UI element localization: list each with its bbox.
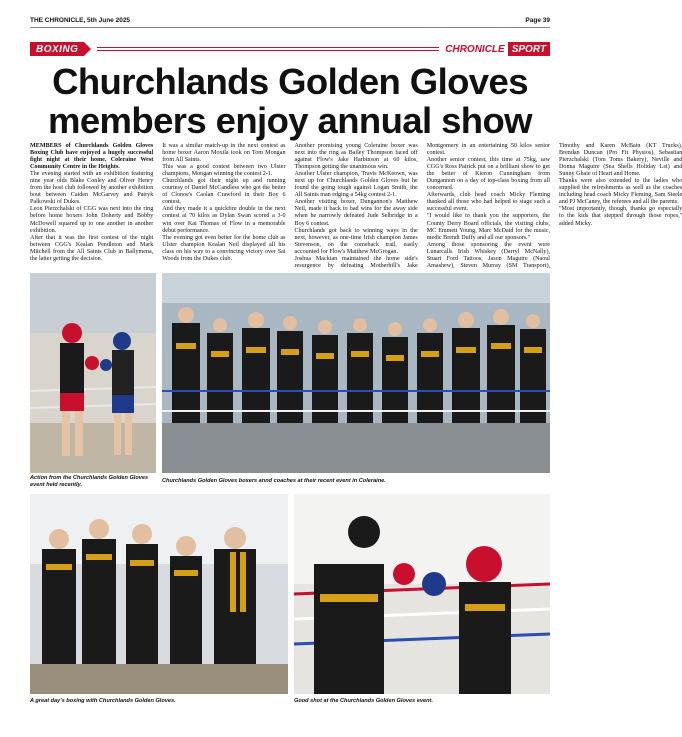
brand-sport: SPORT <box>508 42 550 56</box>
article-paragraph: Another promising young Coleraine boxer was next into the ring as Bailey Thompson faced off against Flow's Jake Harbinson at 60 kilos, Thompson getting the unanimous win. <box>294 143 418 171</box>
article-paragraph: Thanks were also extended to the ladies who supplied the refreshments as well as the coaches including head coach Micky Fleming, Sam Steele and PJ McCaney, the referees and all the parents. <box>559 178 682 206</box>
caption-good-shot: Good shot at the Churchlands Golden Gloves event. <box>294 698 433 704</box>
article-paragraph: And they made it a quickfire double in the next contest at 70 kilos as Dylan Swan scored a 3-0 win over Kai Thomas of Flow in a memorable debut performance. <box>162 206 286 234</box>
publication-date: THE CHRONICLE, 5th June 2025 <box>30 16 131 24</box>
article-paragraph: Churchlands got their night up and running courtesy of Daniel McCandless who got the better of Clonoe's Caolan Crawford in their Boy 6 contest. <box>162 178 286 206</box>
article-paragraph: The evening started with an exhibition featuring nine year olds Blake Conley and Oliver Henry from the host club followed by another exhibition bout between Caiden McGarvey and Patryk Palkowski of Dukes. <box>30 171 154 206</box>
article-body <box>30 143 682 270</box>
section-tag: BOXING <box>30 42 84 56</box>
photo-group <box>162 273 550 473</box>
headline: Churchlands Golden Gloves members enjoy annual show <box>48 61 532 141</box>
header-rule <box>30 27 550 28</box>
section-line <box>97 47 439 51</box>
section-bar <box>30 42 550 56</box>
article-paragraph: Another Ulster champion, Travis McKeown, was next up for Churchlands Golden Gloves but he found the going tough against Logan Smith, the All Saints man edging a 54kg contest 2-1. <box>294 171 418 199</box>
article-paragraph: Joshua Mackian maintained the home side's resurgence by defeating Motherhill's Jake Montgomery in an entertaining 50 kilos senior contest. <box>294 143 550 269</box>
photo-good-shot <box>294 494 550 694</box>
article-paragraph: "Most importantly, though, thanks go especially to the kids that stepped through those ropes," added Micky. <box>559 206 682 227</box>
brand-name: CHRONICLE <box>445 43 505 55</box>
article-paragraph: Among those sponsoring the event were Lunarcalls Irish Whiskey (Darryl McNally), Stuart Ford Tattoos, Jason Maguire (Naoul Amashew), Steven Murray (SM Transport), Timothy and Karen McBain (KT Trucks), Brendan Duncan (Pro Fit Physios), Sebastian Pierzchalski (Tom Toms Bakery), Neville and Donna Maguire (Sea Shells Holiday Let) and Sunny Ghaie of Heart and Home. <box>426 143 682 269</box>
article-paragraph: After that it was the first contest of the night between CGG's Kealan Pendleton and Mark Mitchell from the All Saints Club in Ballymena, the latter getting the decision. <box>30 234 154 262</box>
article-paragraph: MEMBERS of Churchlands Golden Gloves Boxing Club have enjoyed a hugely successful fight night at their home, Coleraine West Community Centre in the Heights. <box>30 143 154 171</box>
caption-coaches: A great day's boxing with Churchlands Golden Gloves. <box>30 698 176 704</box>
article-paragraph: "I would like to thank you the supporters, the County Derry Board officials, the visiting clubs, MC Emmett Young, Marc McDaid for the music, medic Brendi Duffy and all our sponsors." <box>426 213 550 241</box>
photo-coaches <box>30 494 288 694</box>
brand-logo <box>445 42 550 56</box>
article-paragraph: The evening got even better for the home club as Ulster champion Kealan Neil displayed all his class on his way to a convincing victory over Sai Woods from the Dukes club. <box>162 234 286 262</box>
caption-ring-action: Action from the Churchlands Golden Gloves event held recently. <box>30 475 149 488</box>
article-paragraph: It was a similar match-up in the next contest as home boxer Aaron Moxila took on Tom Mongan from All Saints. <box>162 143 286 164</box>
section-tag-arrow <box>84 42 91 56</box>
page-number: Page 39 <box>525 16 550 24</box>
article-paragraph: Afterwards, club head coach Micky Fleming thanked all those who had helped to stage such a successful event. <box>426 192 550 213</box>
article-paragraph: Another senior contest, this time at 75kg, saw CGG's Ross Patrick put on a brilliant show to get the better of Kieron Cunningham from Dungannon on a day of top-class boxing from all concerned. <box>426 157 550 192</box>
article-paragraph: This was a good contest between two Ulster champions, Mongan winning the contest 2-1. <box>162 164 286 178</box>
photo-ring-action <box>30 273 156 473</box>
article-paragraph: Another visiting boxer, Dungannon's Matthew Neil, made it back to bad wins for the away side when he narrowly defeated Jude Selbridge in a Boy 6 contest. <box>294 199 418 227</box>
article-paragraph: Leon Pierzchalski of CGG was next into the ring before home boxers John Doherty and Bobby McDowell squared up to one another in another exhibition. <box>30 206 154 234</box>
page-header <box>30 14 550 26</box>
caption-group: Churchlands Golden Gloves boxers annd coaches at their recent event in Coleraine. <box>162 478 386 484</box>
article-paragraph: Churchlands got back to winning ways in the next, however, as one-time Irish champion James Stevenson, on the comeback trail, easily accounted for Flow's Matthew McGrogan. <box>294 227 418 255</box>
